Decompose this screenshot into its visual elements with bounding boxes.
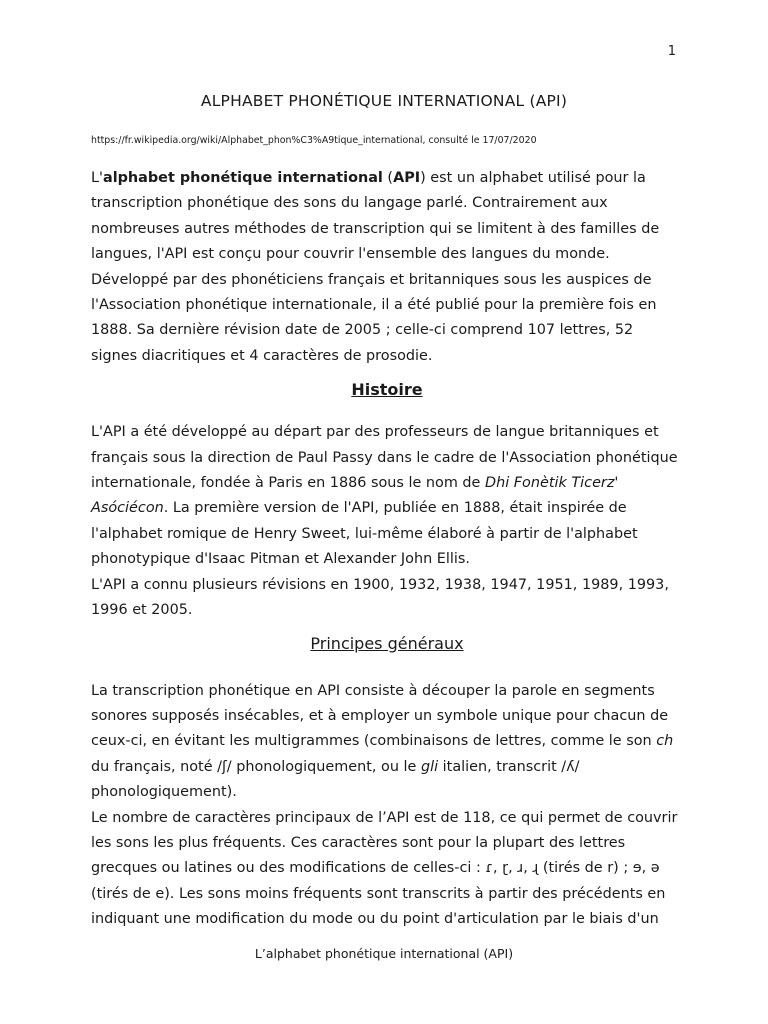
histoire-heading: Histoire	[351, 380, 423, 400]
document-title: ALPHABET PHONÉTIQUE INTERNATIONAL (API)	[200, 92, 568, 110]
intro-paragraph	[91, 166, 683, 369]
histoire-paragraph-1	[91, 420, 683, 572]
principes-p1-ch: ch	[656, 733, 674, 750]
page-footer: L’alphabet phonétique international (API)	[254, 946, 514, 961]
principes-heading: Principes généraux	[310, 633, 464, 653]
principes-p1-gli: gli	[420, 758, 439, 775]
document-body	[91, 166, 683, 933]
histoire-p1-after: . La première version de l'API, publiée en 1888, était inspirée de l'alphabet romique de Henry Sweet, lui-même élaboré à partir de l'alphabet phonotypique d'Isaac Pitman et Alexander John Ellis.	[91, 500, 638, 568]
histoire-p1-name: Dhi Fonètik Ticerz' Asóciécon	[91, 475, 619, 517]
intro-open-paren: (	[382, 170, 394, 186]
histoire-paragraph-2: L'API a connu plusieurs révisions en 1900, 1932, 1938, 1947, 1951, 1989, 1993, 1996 et 2005.	[91, 576, 669, 619]
principes-p1-c: italien, transcrit /ʎ/ phonologiquement).	[91, 758, 580, 801]
principes-paragraph-2: Le nombre de caractères principaux de l’API est de 118, ce qui permet de couvrir les sons les plus fréquents. Ces caractères sont pour la plupart des lettres grecques ou latines ou des modifications de celles-ci : ɾ, ɽ, ɹ, ɻ (tirés de r) ; ɘ, ə (tirés de e). Les sons moins fréquents sont transcrits à partir des précédents en indiquant une modification du mode ou du point d'articulation par le biais d'un	[91, 809, 678, 928]
intro-lead: L'	[91, 170, 103, 186]
intro-rest: ) est un alphabet utilisé pour la transcription phonétique des sons du langage parlé. Contrairement aux nombreuses autres méthodes de transcription qui se limitent à des familles de langues, l'API est conçu pour couvrir l'ensemble des langues du monde. Développé par des phonéticiens français et britanniques sous les auspices de l'Association phonétique internationale, il a été publié pour la première fois en 1888. Sa dernière révision date de 2005 ; celle-ci comprend 107 lettres, 52 signes diacritiques et 4 caractères de prosodie.	[91, 170, 660, 364]
intro-term: alphabet phonétique international	[102, 170, 383, 186]
intro-abbr: API	[393, 170, 421, 186]
principes-paragraph-1	[91, 679, 683, 806]
principes-p1-b: du français, noté /ʃ/ phonologiquement, ou le	[91, 758, 421, 775]
principes-p1-a: La transcription phonétique en API consiste à découper la parole en segments sonores supposés insécables, et à employer un symbole unique pour chacun de ceux-ci, en évitant les multigrammes (combinaisons de lettres, comme le son	[91, 682, 669, 750]
source-citation: https://fr.wikipedia.org/wiki/Alphabet_phon%C3%A9tique_international, consulté le 17/07/2020	[91, 135, 537, 146]
histoire-p1-before: L'API a été développé au départ par des professeurs de langue britanniques et français sous la direction de Paul Passy dans le cadre de l'Association phonétique internationale, fondée à Paris en 1886 sous le nom de	[91, 424, 678, 492]
page-number: 1	[667, 44, 676, 59]
